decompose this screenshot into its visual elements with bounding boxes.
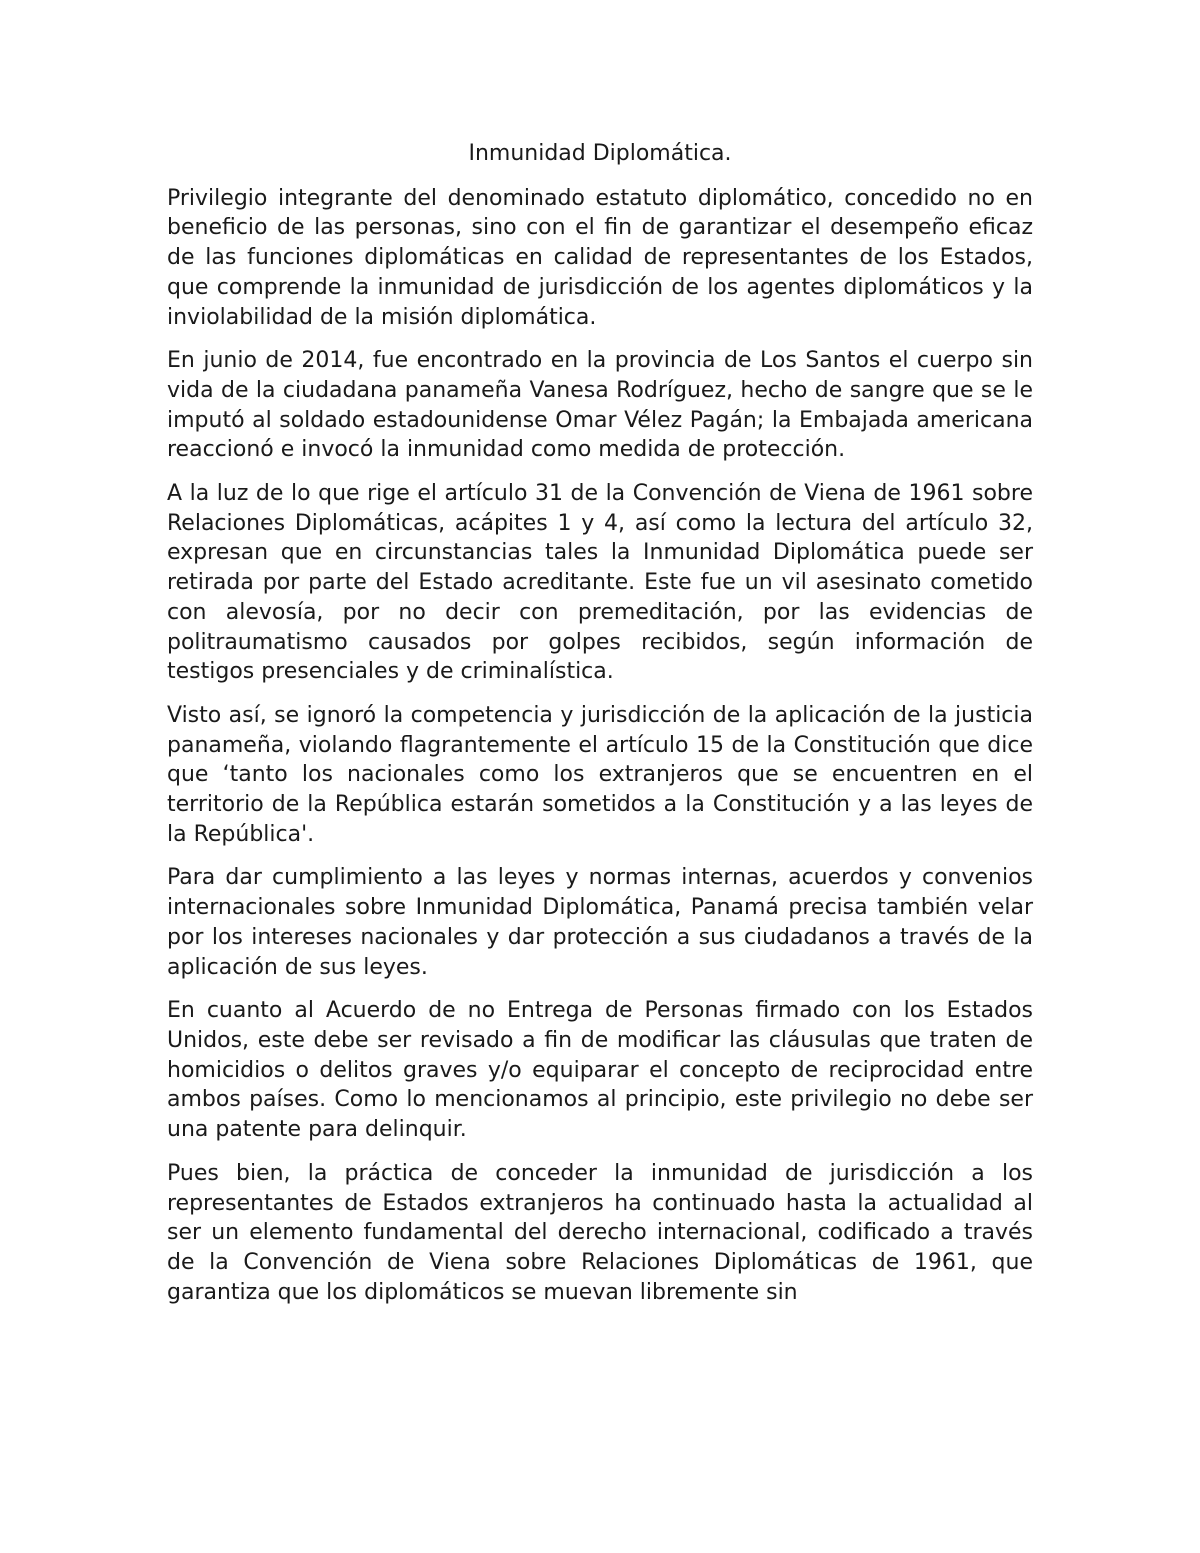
paragraph-2: En junio de 2014, fue encontrado en la provincia de Los Santos el cuerpo sin vida de la ciudadana panameña Vanesa Rodríguez, hecho de sangre que se le imputó al soldado estadounidense Omar Vélez Pagán; la Embajada americana reaccionó e invocó la inmunidad como medida de protección.: [167, 348, 1033, 463]
paragraph-7: Pues bien, la práctica de conceder la inmunidad de jurisdicción a los representantes de Estados extranjeros ha continuado hasta la actualidad al ser un elemento fundamental del derecho internacional, codificado a través de la Convención de Viena sobre Relaciones Diplomáticas de 1961, que garantiza que los diplomáticos se muevan libremente sin: [167, 1160, 1033, 1305]
paragraph-4: Visto así, se ignoró la competencia y jurisdicción de la aplicación de la justicia panameña, violando flagrantemente el artículo 15 de la Constitución que dice que ‘tanto los nacionales como los extranjeros que se encuentren en el territorio de la República estarán sometidos a la Constitución y a las leyes de la República'.: [167, 702, 1033, 847]
document-body: [167, 139, 1033, 1321]
paragraph-1: Privilegio integrante del denominado estatuto diplomático, concedido no en beneficio de las personas, sino con el fin de garantizar el desempeño eficaz de las funciones diplomáticas en calidad de representantes de los Estados, que comprende la inmunidad de jurisdicción de los agentes diplomáticos y la inviolabilidad de la misión diplomática.: [167, 185, 1033, 330]
document-title: Inmunidad Diplomática.: [468, 141, 732, 166]
paragraph-6: En cuanto al Acuerdo de no Entrega de Personas firmado con los Estados Unidos, este debe ser revisado a fin de modificar las cláusulas que traten de homicidios o delitos graves y/o equiparar el concepto de reciprocidad entre ambos países. Como lo mencionamos al principio, este privilegio no debe ser una patente para delinquir.: [167, 998, 1033, 1143]
paragraph-3: A la luz de lo que rige el artículo 31 de la Convención de Viena de 1961 sobre Relaciones Diplomáticas, acápites 1 y 4, así como la lectura del artículo 32, expresan que en circunstancias tales la Inmunidad Diplomática puede ser retirada por parte del Estado acreditante. Este fue un vil asesinato cometido con alevosía, por no decir con premeditación, por las evidencias de politraumatismo causados por golpes recibidos, según información de testigos presenciales y de criminalística.: [167, 481, 1033, 685]
paragraph-5: Para dar cumplimiento a las leyes y normas internas, acuerdos y convenios internacionales sobre Inmunidad Diplomática, Panamá precisa también velar por los intereses nacionales y dar protección a sus ciudadanos a través de la aplicación de sus leyes.: [167, 865, 1033, 980]
